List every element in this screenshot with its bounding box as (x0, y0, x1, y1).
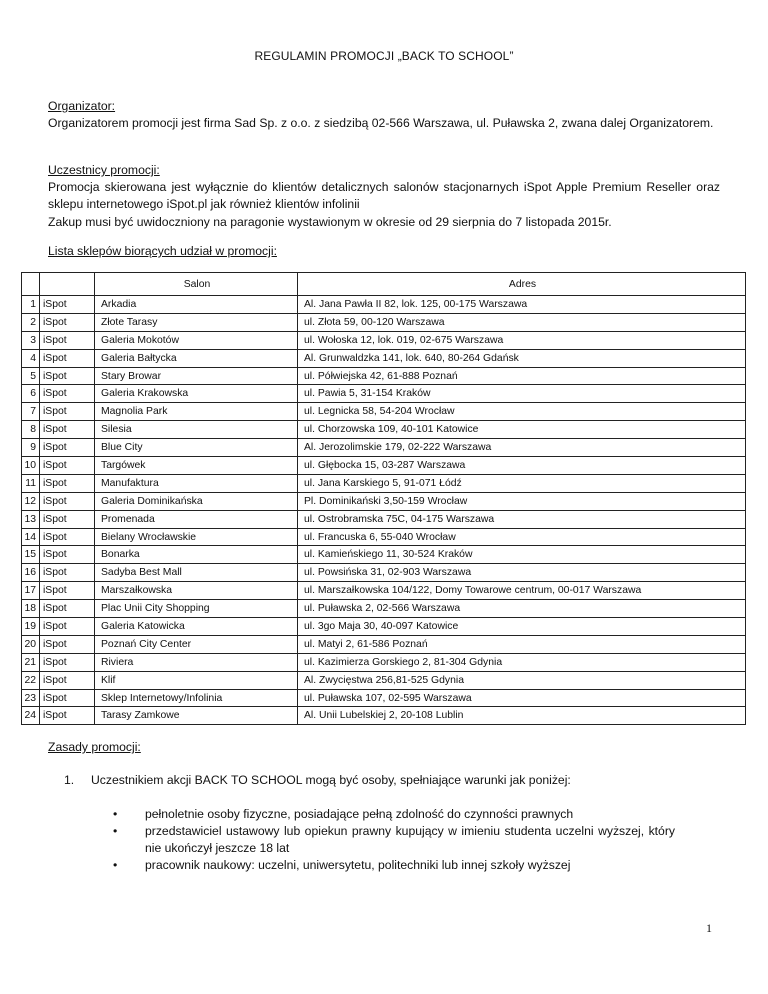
store-row (22, 296, 746, 314)
store-row (22, 564, 746, 582)
store-salon: Poznań City Center (95, 635, 298, 653)
store-row (22, 385, 746, 403)
rules-section (48, 739, 720, 756)
store-row (22, 403, 746, 421)
store-row (22, 671, 746, 689)
store-address: ul. Chorzowska 109, 40-101 Katowice (298, 421, 746, 439)
store-brand: iSpot (40, 707, 95, 725)
store-salon: Sadyba Best Mall (95, 564, 298, 582)
bullet-dot: • (113, 824, 118, 838)
store-address: Al. Zwycięstwa 256,81-525 Gdynia (298, 671, 746, 689)
store-brand: iSpot (40, 600, 95, 618)
store-number: 22 (22, 671, 40, 689)
store-address: ul. Półwiejska 42, 61-888 Poznań (298, 367, 746, 385)
store-brand: iSpot (40, 653, 95, 671)
rules-heading: Zasady promocji: (48, 740, 141, 754)
store-salon: Sklep Internetowy/Infolinia (95, 689, 298, 707)
store-salon: Galeria Bałtycka (95, 349, 298, 367)
store-row (22, 439, 746, 457)
store-address: ul. Puławska 2, 02-566 Warszawa (298, 600, 746, 618)
store-brand: iSpot (40, 403, 95, 421)
store-salon: Bielany Wrocławskie (95, 528, 298, 546)
store-row (22, 457, 746, 475)
participants-heading: Uczestnicy promocji: (48, 163, 160, 177)
store-address: ul. Pawia 5, 31-154 Kraków (298, 385, 746, 403)
store-brand: iSpot (40, 528, 95, 546)
store-brand: iSpot (40, 421, 95, 439)
bullet-item (113, 823, 675, 857)
store-brand: iSpot (40, 492, 95, 510)
participants-purchase-period: Zakup musi być uwidoczniony na paragonie wystawionym w okresie od 29 sierpnia do 7 listopada 2015r. (48, 214, 612, 229)
store-address: Al. Unii Lubelskiej 2, 20-108 Lublin (298, 707, 746, 725)
store-salon: Stary Browar (95, 367, 298, 385)
store-number: 19 (22, 618, 40, 636)
eligibility-bullet-list (113, 806, 675, 874)
store-brand: iSpot (40, 689, 95, 707)
organizer-section (48, 98, 720, 132)
store-table (21, 272, 746, 725)
store-number: 23 (22, 689, 40, 707)
store-address: ul. Złota 59, 00-120 Warszawa (298, 313, 746, 331)
store-address: ul. Puławska 107, 02-595 Warszawa (298, 689, 746, 707)
store-number: 17 (22, 582, 40, 600)
store-row (22, 635, 746, 653)
store-salon: Galeria Katowicka (95, 618, 298, 636)
store-address: ul. Głębocka 15, 03-287 Warszawa (298, 457, 746, 475)
store-address: ul. Kazimierza Gorskiego 2, 81-304 Gdynia (298, 653, 746, 671)
header-brand-cell (40, 273, 95, 296)
store-number: 4 (22, 349, 40, 367)
store-row (22, 510, 746, 528)
store-number: 20 (22, 635, 40, 653)
header-address: Adres (298, 273, 746, 296)
store-brand: iSpot (40, 313, 95, 331)
store-address: ul. Marszałkowska 104/122, Domy Towarowe centrum, 00-017 Warszawa (298, 582, 746, 600)
store-salon: Klif (95, 671, 298, 689)
store-brand: iSpot (40, 510, 95, 528)
store-number: 15 (22, 546, 40, 564)
participants-section (48, 162, 720, 231)
store-row (22, 492, 746, 510)
store-number: 18 (22, 600, 40, 618)
store-address: Al. Grunwaldzka 141, lok. 640, 80-264 Gdańsk (298, 349, 746, 367)
store-list-section (48, 243, 720, 260)
store-address: ul. Kamieńskiego 11, 30-524 Kraków (298, 546, 746, 564)
store-salon: Blue City (95, 439, 298, 457)
store-brand: iSpot (40, 331, 95, 349)
store-number: 7 (22, 403, 40, 421)
store-address: ul. Francuska 6, 55-040 Wrocław (298, 528, 746, 546)
store-salon: Manufaktura (95, 474, 298, 492)
store-brand: iSpot (40, 582, 95, 600)
bullet-dot: • (113, 807, 118, 821)
store-salon: Galeria Dominikańska (95, 492, 298, 510)
store-row (22, 707, 746, 725)
participants-text: Promocja skierowana jest wyłącznie do klientów detalicznych salonów stacjonarnych iSpot Apple Premium Reseller oraz sklepu internetowego iSpot.pl jak również klientów infolinii (48, 180, 720, 212)
organizer-text: Organizatorem promocji jest firma Sad Sp. z o.o. z siedzibą 02-566 Warszawa, ul. Puławska 2, zwana dalej Organizatorem. (48, 116, 714, 131)
store-row (22, 313, 746, 331)
store-row (22, 582, 746, 600)
store-number: 9 (22, 439, 40, 457)
store-brand: iSpot (40, 474, 95, 492)
bullet-text: przedstawiciel ustawowy lub opiekun prawny kupujący w imieniu studenta uczelni wyższej, który nie ukończył jeszcze 18 lat (145, 824, 675, 855)
store-salon: Galeria Mokotów (95, 331, 298, 349)
store-salon: Galeria Krakowska (95, 385, 298, 403)
store-number: 5 (22, 367, 40, 385)
rule-number: 1. (64, 773, 75, 787)
store-row (22, 331, 746, 349)
store-number: 6 (22, 385, 40, 403)
store-row (22, 367, 746, 385)
store-row (22, 349, 746, 367)
store-brand: iSpot (40, 564, 95, 582)
store-number: 14 (22, 528, 40, 546)
store-number: 3 (22, 331, 40, 349)
store-address: Al. Jerozolimskie 179, 02-222 Warszawa (298, 439, 746, 457)
bullet-dot: • (113, 858, 118, 872)
store-row (22, 474, 746, 492)
store-salon: Silesia (95, 421, 298, 439)
store-address: ul. Ostrobramska 75C, 04-175 Warszawa (298, 510, 746, 528)
store-table-header (22, 273, 746, 296)
store-number: 21 (22, 653, 40, 671)
bullet-item (113, 806, 675, 823)
store-number: 13 (22, 510, 40, 528)
store-number: 2 (22, 313, 40, 331)
store-row (22, 653, 746, 671)
store-address: ul. Matyi 2, 61-586 Poznań (298, 635, 746, 653)
store-number: 16 (22, 564, 40, 582)
store-address: ul. Legnicka 58, 54-204 Wrocław (298, 403, 746, 421)
store-row (22, 546, 746, 564)
store-brand: iSpot (40, 367, 95, 385)
store-number: 1 (22, 296, 40, 314)
store-number: 10 (22, 457, 40, 475)
store-salon: Plac Unii City Shopping (95, 600, 298, 618)
store-address: ul. Jana Karskiego 5, 91-071 Łódź (298, 474, 746, 492)
bullet-item (113, 857, 675, 874)
store-list-heading: Lista sklepów biorących udział w promocji: (48, 244, 277, 258)
store-number: 8 (22, 421, 40, 439)
store-address: Pl. Dominikański 3,50-159 Wrocław (298, 492, 746, 510)
store-row (22, 600, 746, 618)
store-brand: iSpot (40, 385, 95, 403)
store-salon: Magnolia Park (95, 403, 298, 421)
store-row (22, 528, 746, 546)
store-salon: Arkadia (95, 296, 298, 314)
header-num-cell (22, 273, 40, 296)
store-salon: Marszałkowska (95, 582, 298, 600)
store-brand: iSpot (40, 546, 95, 564)
store-salon: Targówek (95, 457, 298, 475)
store-address: ul. 3go Maja 30, 40-097 Katowice (298, 618, 746, 636)
header-salon: Salon (95, 273, 298, 296)
rule-text: Uczestnikiem akcji BACK TO SCHOOL mogą być osoby, spełniające warunki jak poniżej: (91, 773, 571, 787)
store-address: ul. Wołoska 12, lok. 019, 02-675 Warszawa (298, 331, 746, 349)
store-salon: Promenada (95, 510, 298, 528)
store-address: Al. Jana Pawła II 82, lok. 125, 00-175 Warszawa (298, 296, 746, 314)
store-number: 24 (22, 707, 40, 725)
store-brand: iSpot (40, 618, 95, 636)
page-number: 1 (706, 921, 712, 935)
store-row (22, 618, 746, 636)
store-number: 12 (22, 492, 40, 510)
store-brand: iSpot (40, 457, 95, 475)
store-row (22, 421, 746, 439)
organizer-heading: Organizator: (48, 99, 116, 113)
store-address: ul. Powsińska 31, 02-903 Warszawa (298, 564, 746, 582)
bullet-text: pracownik naukowy: uczelni, uniwersytetu, politechniki lub innej szkoły wyższej (145, 858, 571, 872)
store-brand: iSpot (40, 439, 95, 457)
store-salon: Bonarka (95, 546, 298, 564)
store-salon: Riviera (95, 653, 298, 671)
store-brand: iSpot (40, 635, 95, 653)
store-brand: iSpot (40, 296, 95, 314)
document-title: REGULAMIN PROMOCJI „BACK TO SCHOOL” (254, 49, 514, 63)
store-brand: iSpot (40, 349, 95, 367)
store-number: 11 (22, 474, 40, 492)
store-salon: Tarasy Zamkowe (95, 707, 298, 725)
store-salon: Złote Tarasy (95, 313, 298, 331)
store-brand: iSpot (40, 671, 95, 689)
bullet-text: pełnoletnie osoby fizyczne, posiadające pełną zdolność do czynności prawnych (145, 807, 574, 821)
store-row (22, 689, 746, 707)
